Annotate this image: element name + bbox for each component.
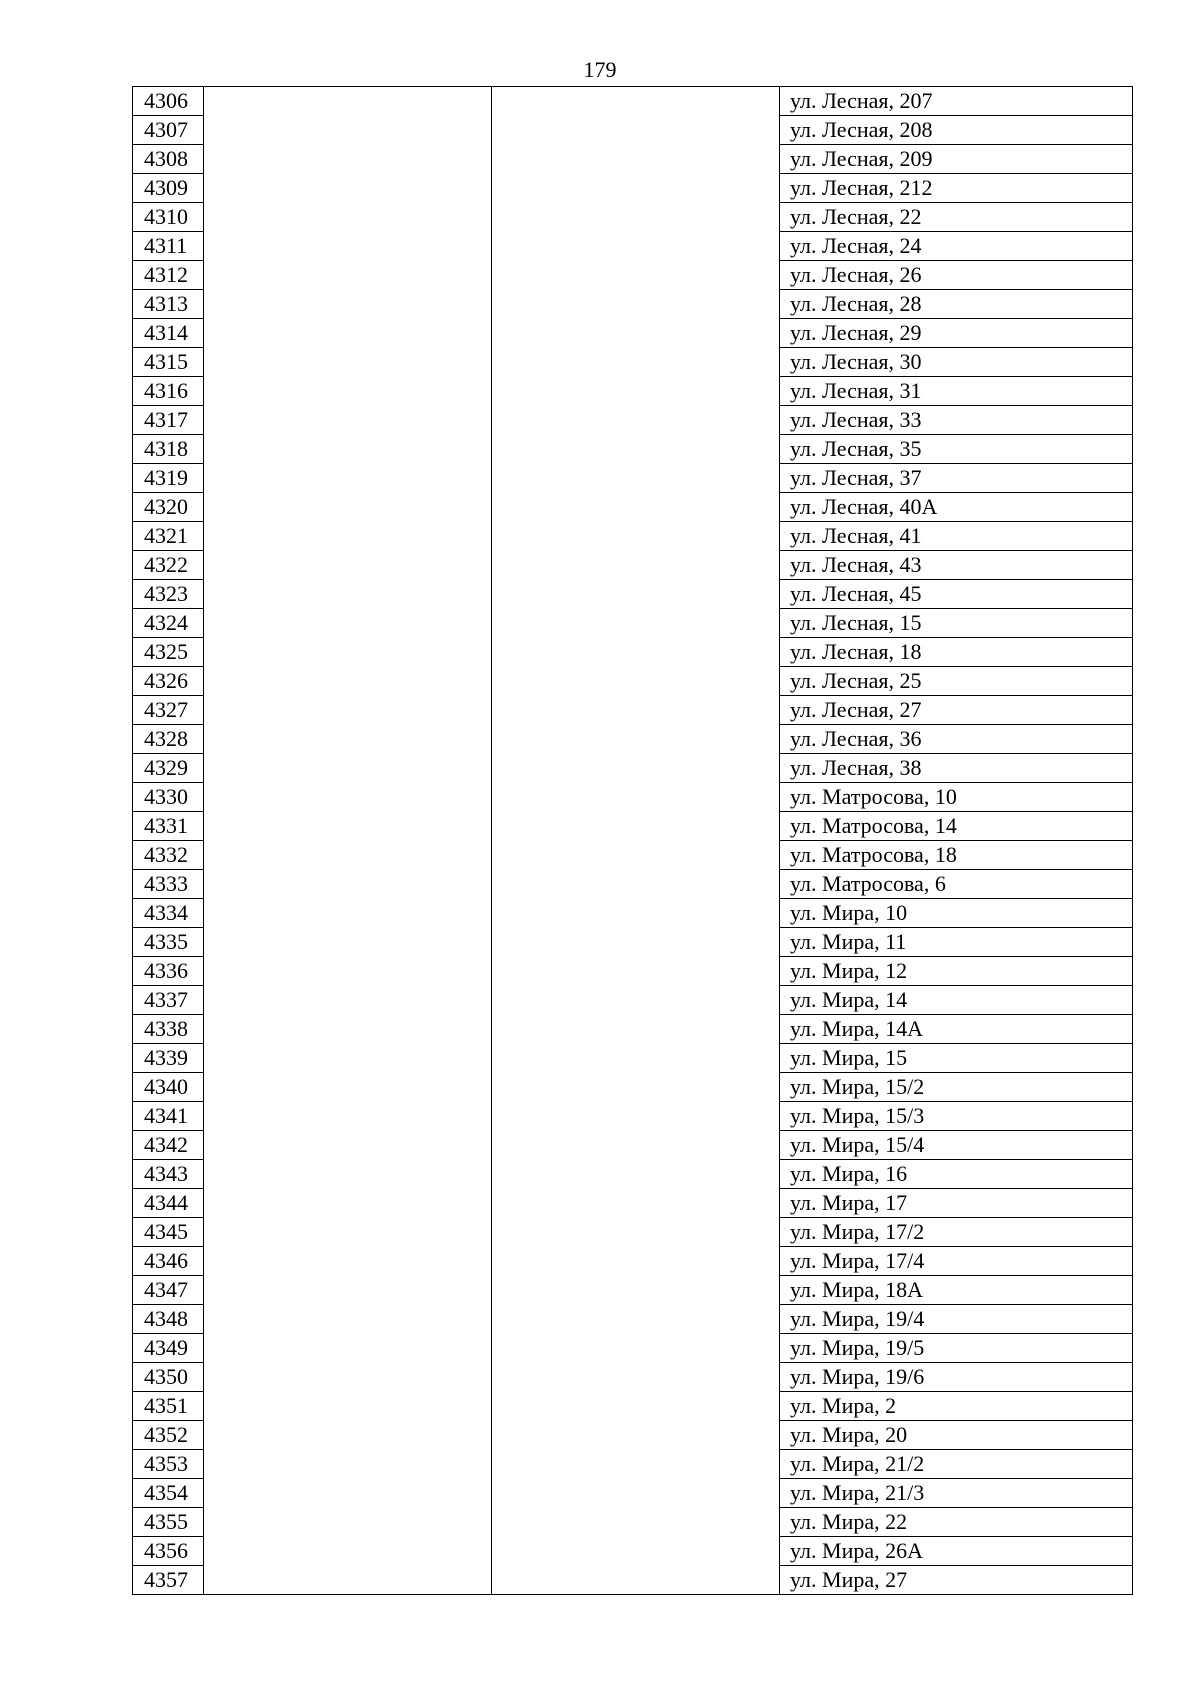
empty-cell — [204, 551, 492, 580]
empty-cell — [492, 174, 780, 203]
row-number-cell: 4356 — [133, 1537, 204, 1566]
empty-cell — [492, 203, 780, 232]
table-row — [133, 406, 1133, 435]
empty-cell — [204, 609, 492, 638]
table-row — [133, 812, 1133, 841]
table-row — [133, 609, 1133, 638]
address-cell: ул. Мира, 15 — [780, 1044, 1133, 1073]
row-number-cell: 4342 — [133, 1131, 204, 1160]
row-number-cell: 4330 — [133, 783, 204, 812]
table-row — [133, 1276, 1133, 1305]
row-number-cell: 4341 — [133, 1102, 204, 1131]
row-number-cell: 4313 — [133, 290, 204, 319]
empty-cell — [204, 1160, 492, 1189]
table-row — [133, 464, 1133, 493]
row-number-cell: 4332 — [133, 841, 204, 870]
address-cell: ул. Мира, 14А — [780, 1015, 1133, 1044]
address-cell: ул. Лесная, 25 — [780, 667, 1133, 696]
table-row — [133, 580, 1133, 609]
row-number-cell: 4310 — [133, 203, 204, 232]
table-row — [133, 116, 1133, 145]
empty-cell — [492, 1450, 780, 1479]
address-cell: ул. Мира, 15/4 — [780, 1131, 1133, 1160]
empty-cell — [492, 725, 780, 754]
address-cell: ул. Лесная, 207 — [780, 87, 1133, 116]
table-row — [133, 261, 1133, 290]
table-row — [133, 1363, 1133, 1392]
empty-cell — [204, 1334, 492, 1363]
empty-cell — [492, 406, 780, 435]
empty-cell — [492, 1102, 780, 1131]
empty-cell — [204, 406, 492, 435]
row-number-cell: 4350 — [133, 1363, 204, 1392]
row-number-cell: 4334 — [133, 899, 204, 928]
address-cell: ул. Мира, 2 — [780, 1392, 1133, 1421]
empty-cell — [204, 232, 492, 261]
empty-cell — [204, 1450, 492, 1479]
row-number-cell: 4338 — [133, 1015, 204, 1044]
address-cell: ул. Лесная, 27 — [780, 696, 1133, 725]
address-cell: ул. Лесная, 212 — [780, 174, 1133, 203]
empty-cell — [204, 986, 492, 1015]
row-number-cell: 4317 — [133, 406, 204, 435]
address-cell: ул. Матросова, 6 — [780, 870, 1133, 899]
empty-cell — [492, 580, 780, 609]
table-row — [133, 1479, 1133, 1508]
empty-cell — [204, 899, 492, 928]
empty-cell — [492, 638, 780, 667]
table-row — [133, 1392, 1133, 1421]
row-number-cell: 4323 — [133, 580, 204, 609]
empty-cell — [204, 1479, 492, 1508]
empty-cell — [492, 1479, 780, 1508]
row-number-cell: 4336 — [133, 957, 204, 986]
row-number-cell: 4311 — [133, 232, 204, 261]
address-cell: ул. Мира, 17 — [780, 1189, 1133, 1218]
empty-cell — [204, 1421, 492, 1450]
address-cell: ул. Мира, 27 — [780, 1566, 1133, 1595]
empty-cell — [204, 1218, 492, 1247]
empty-cell — [204, 696, 492, 725]
empty-cell — [204, 725, 492, 754]
empty-cell — [492, 551, 780, 580]
row-number-cell: 4316 — [133, 377, 204, 406]
empty-cell — [492, 435, 780, 464]
table-row — [133, 1537, 1133, 1566]
row-number-cell: 4349 — [133, 1334, 204, 1363]
empty-cell — [204, 870, 492, 899]
address-cell: ул. Лесная, 45 — [780, 580, 1133, 609]
address-cell: ул. Лесная, 41 — [780, 522, 1133, 551]
empty-cell — [492, 928, 780, 957]
address-cell: ул. Лесная, 208 — [780, 116, 1133, 145]
address-cell: ул. Лесная, 15 — [780, 609, 1133, 638]
address-cell: ул. Мира, 26А — [780, 1537, 1133, 1566]
empty-cell — [492, 1131, 780, 1160]
table-row — [133, 928, 1133, 957]
address-cell: ул. Мира, 20 — [780, 1421, 1133, 1450]
table-row — [133, 1247, 1133, 1276]
empty-cell — [204, 1044, 492, 1073]
empty-cell — [492, 1305, 780, 1334]
table-row — [133, 1044, 1133, 1073]
empty-cell — [204, 1247, 492, 1276]
row-number-cell: 4345 — [133, 1218, 204, 1247]
row-number-cell: 4348 — [133, 1305, 204, 1334]
table-row — [133, 1305, 1133, 1334]
table-row — [133, 841, 1133, 870]
empty-cell — [204, 87, 492, 116]
empty-cell — [204, 1131, 492, 1160]
table-row — [133, 348, 1133, 377]
empty-cell — [492, 1508, 780, 1537]
address-table — [132, 86, 1133, 1595]
row-number-cell: 4337 — [133, 986, 204, 1015]
address-cell: ул. Мира, 21/2 — [780, 1450, 1133, 1479]
row-number-cell: 4319 — [133, 464, 204, 493]
empty-cell — [492, 696, 780, 725]
row-number-cell: 4312 — [133, 261, 204, 290]
address-cell: ул. Мира, 21/3 — [780, 1479, 1133, 1508]
row-number-cell: 4329 — [133, 754, 204, 783]
address-cell: ул. Мира, 17/4 — [780, 1247, 1133, 1276]
empty-cell — [492, 1392, 780, 1421]
address-cell: ул. Лесная, 26 — [780, 261, 1133, 290]
empty-cell — [492, 841, 780, 870]
empty-cell — [492, 667, 780, 696]
table-row — [133, 319, 1133, 348]
empty-cell — [492, 87, 780, 116]
address-cell: ул. Матросова, 10 — [780, 783, 1133, 812]
table-row — [133, 232, 1133, 261]
page-number: 179 — [583, 57, 617, 82]
table-row — [133, 1508, 1133, 1537]
row-number-cell: 4357 — [133, 1566, 204, 1595]
empty-cell — [492, 899, 780, 928]
address-cell: ул. Лесная, 36 — [780, 725, 1133, 754]
address-cell: ул. Лесная, 35 — [780, 435, 1133, 464]
table-row — [133, 203, 1133, 232]
row-number-cell: 4322 — [133, 551, 204, 580]
row-number-cell: 4344 — [133, 1189, 204, 1218]
table-row — [133, 1102, 1133, 1131]
table-row — [133, 638, 1133, 667]
address-cell: ул. Лесная, 37 — [780, 464, 1133, 493]
empty-cell — [492, 290, 780, 319]
empty-cell — [204, 957, 492, 986]
empty-cell — [204, 580, 492, 609]
empty-cell — [492, 986, 780, 1015]
address-cell: ул. Мира, 18А — [780, 1276, 1133, 1305]
address-cell: ул. Мира, 11 — [780, 928, 1133, 957]
empty-cell — [492, 1015, 780, 1044]
row-number-cell: 4318 — [133, 435, 204, 464]
table-row — [133, 1160, 1133, 1189]
empty-cell — [492, 1537, 780, 1566]
address-cell: ул. Мира, 15/2 — [780, 1073, 1133, 1102]
empty-cell — [204, 145, 492, 174]
empty-cell — [492, 1363, 780, 1392]
row-number-cell: 4327 — [133, 696, 204, 725]
empty-cell — [492, 348, 780, 377]
row-number-cell: 4307 — [133, 116, 204, 145]
row-number-cell: 4308 — [133, 145, 204, 174]
table-row — [133, 725, 1133, 754]
address-cell: ул. Лесная, 28 — [780, 290, 1133, 319]
table-row — [133, 290, 1133, 319]
address-cell: ул. Лесная, 31 — [780, 377, 1133, 406]
row-number-cell: 4328 — [133, 725, 204, 754]
row-number-cell: 4324 — [133, 609, 204, 638]
address-cell: ул. Мира, 17/2 — [780, 1218, 1133, 1247]
empty-cell — [204, 928, 492, 957]
address-cell: ул. Мира, 14 — [780, 986, 1133, 1015]
table-row — [133, 1131, 1133, 1160]
row-number-cell: 4347 — [133, 1276, 204, 1305]
empty-cell — [204, 754, 492, 783]
address-cell: ул. Мира, 15/3 — [780, 1102, 1133, 1131]
table-row — [133, 870, 1133, 899]
empty-cell — [492, 232, 780, 261]
table-row — [133, 145, 1133, 174]
row-number-cell: 4315 — [133, 348, 204, 377]
table-row — [133, 377, 1133, 406]
empty-cell — [204, 1566, 492, 1595]
address-cell: ул. Мира, 19/6 — [780, 1363, 1133, 1392]
empty-cell — [492, 783, 780, 812]
empty-cell — [492, 261, 780, 290]
empty-cell — [204, 638, 492, 667]
table-row — [133, 696, 1133, 725]
row-number-cell: 4320 — [133, 493, 204, 522]
row-number-cell: 4339 — [133, 1044, 204, 1073]
empty-cell — [204, 435, 492, 464]
empty-cell — [204, 1189, 492, 1218]
address-cell: ул. Мира, 16 — [780, 1160, 1133, 1189]
address-cell: ул. Лесная, 209 — [780, 145, 1133, 174]
empty-cell — [204, 174, 492, 203]
empty-cell — [204, 1508, 492, 1537]
address-cell: ул. Лесная, 43 — [780, 551, 1133, 580]
empty-cell — [492, 1044, 780, 1073]
row-number-cell: 4321 — [133, 522, 204, 551]
address-cell: ул. Лесная, 29 — [780, 319, 1133, 348]
row-number-cell: 4314 — [133, 319, 204, 348]
table-row — [133, 174, 1133, 203]
row-number-cell: 4343 — [133, 1160, 204, 1189]
table-row — [133, 435, 1133, 464]
table-row — [133, 493, 1133, 522]
table-row — [133, 87, 1133, 116]
empty-cell — [204, 1102, 492, 1131]
row-number-cell: 4355 — [133, 1508, 204, 1537]
empty-cell — [492, 145, 780, 174]
row-number-cell: 4306 — [133, 87, 204, 116]
address-cell: ул. Лесная, 30 — [780, 348, 1133, 377]
empty-cell — [492, 754, 780, 783]
address-cell: ул. Матросова, 18 — [780, 841, 1133, 870]
empty-cell — [204, 464, 492, 493]
empty-cell — [204, 667, 492, 696]
address-cell: ул. Мира, 19/5 — [780, 1334, 1133, 1363]
address-cell: ул. Лесная, 18 — [780, 638, 1133, 667]
table-row — [133, 1566, 1133, 1595]
empty-cell — [204, 261, 492, 290]
empty-cell — [492, 1566, 780, 1595]
empty-cell — [492, 1189, 780, 1218]
address-cell: ул. Лесная, 40А — [780, 493, 1133, 522]
table-row — [133, 1218, 1133, 1247]
address-cell: ул. Мира, 12 — [780, 957, 1133, 986]
table-row — [133, 551, 1133, 580]
address-cell: ул. Мира, 22 — [780, 1508, 1133, 1537]
empty-cell — [204, 783, 492, 812]
empty-cell — [204, 116, 492, 145]
empty-cell — [204, 1276, 492, 1305]
empty-cell — [204, 290, 492, 319]
empty-cell — [204, 203, 492, 232]
empty-cell — [204, 319, 492, 348]
row-number-cell: 4309 — [133, 174, 204, 203]
row-number-cell: 4346 — [133, 1247, 204, 1276]
row-number-cell: 4331 — [133, 812, 204, 841]
empty-cell — [204, 1363, 492, 1392]
table-row — [133, 783, 1133, 812]
empty-cell — [204, 1305, 492, 1334]
empty-cell — [492, 319, 780, 348]
empty-cell — [492, 1160, 780, 1189]
empty-cell — [492, 609, 780, 638]
row-number-cell: 4333 — [133, 870, 204, 899]
address-cell: ул. Лесная, 22 — [780, 203, 1133, 232]
empty-cell — [204, 841, 492, 870]
empty-cell — [492, 1276, 780, 1305]
table-row — [133, 1334, 1133, 1363]
empty-cell — [204, 493, 492, 522]
empty-cell — [204, 522, 492, 551]
row-number-cell: 4354 — [133, 1479, 204, 1508]
table-row — [133, 1450, 1133, 1479]
empty-cell — [204, 1392, 492, 1421]
empty-cell — [492, 1334, 780, 1363]
table-row — [133, 667, 1133, 696]
row-number-cell: 4352 — [133, 1421, 204, 1450]
empty-cell — [204, 1537, 492, 1566]
address-cell: ул. Мира, 10 — [780, 899, 1133, 928]
row-number-cell: 4340 — [133, 1073, 204, 1102]
empty-cell — [492, 464, 780, 493]
address-cell: ул. Лесная, 33 — [780, 406, 1133, 435]
table-row — [133, 1073, 1133, 1102]
table-row — [133, 957, 1133, 986]
row-number-cell: 4353 — [133, 1450, 204, 1479]
table-row — [133, 899, 1133, 928]
empty-cell — [492, 1421, 780, 1450]
address-cell: ул. Лесная, 38 — [780, 754, 1133, 783]
empty-cell — [492, 957, 780, 986]
empty-cell — [492, 116, 780, 145]
empty-cell — [204, 377, 492, 406]
address-cell: ул. Лесная, 24 — [780, 232, 1133, 261]
empty-cell — [204, 348, 492, 377]
empty-cell — [492, 870, 780, 899]
row-number-cell: 4325 — [133, 638, 204, 667]
empty-cell — [492, 812, 780, 841]
empty-cell — [492, 522, 780, 551]
row-number-cell: 4335 — [133, 928, 204, 957]
table-row — [133, 754, 1133, 783]
empty-cell — [492, 377, 780, 406]
address-cell: ул. Матросова, 14 — [780, 812, 1133, 841]
empty-cell — [492, 493, 780, 522]
empty-cell — [492, 1073, 780, 1102]
table-row — [133, 522, 1133, 551]
table-row — [133, 1189, 1133, 1218]
row-number-cell: 4326 — [133, 667, 204, 696]
empty-cell — [492, 1218, 780, 1247]
empty-cell — [204, 812, 492, 841]
empty-cell — [492, 1247, 780, 1276]
address-cell: ул. Мира, 19/4 — [780, 1305, 1133, 1334]
row-number-cell: 4351 — [133, 1392, 204, 1421]
table-row — [133, 1015, 1133, 1044]
address-table-body — [133, 87, 1133, 1595]
table-row — [133, 986, 1133, 1015]
empty-cell — [204, 1015, 492, 1044]
table-row — [133, 1421, 1133, 1450]
empty-cell — [204, 1073, 492, 1102]
